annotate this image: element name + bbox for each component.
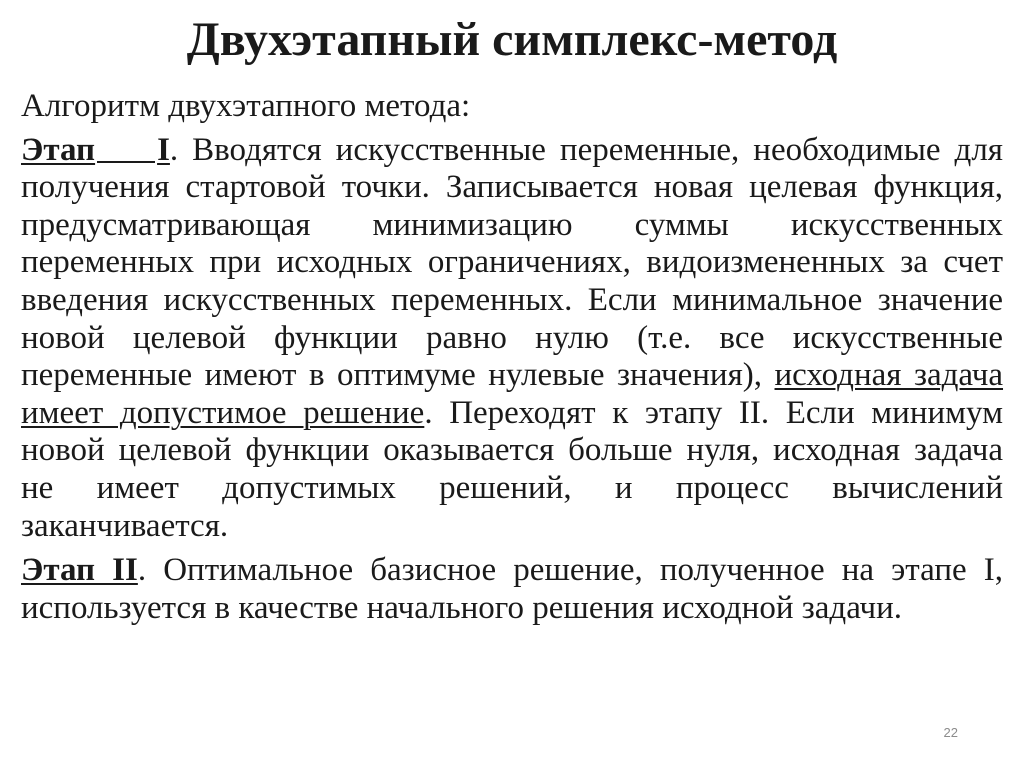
stage-1-text-part-1: . Вводятся искусственные переменные, необходимые для получения стартовой точки. Записывается новая целевая функция, предусматривающая минимизацию суммы искусственных переменных при исходных ограничениях, видоизмененных за счет введения искусственных переменных. Если минимальное значение новой целевой функции равно нулю (т.е. все искусственные переменные имеют в оптимуме нулевые значения), xyxy=(21,131,1003,394)
stage-2-label: Этап II xyxy=(21,552,138,589)
stage-1-underlined-phrase: исходная задача имеет допустимое решение xyxy=(21,357,1004,431)
stage-1-label-underline-gap xyxy=(97,160,155,163)
slide-body xyxy=(21,88,1003,627)
slide-title: Двухэтапный симплекс-метод xyxy=(186,13,838,66)
page-number: 22 xyxy=(943,725,958,740)
algorithm-intro: Алгоритм двухэтапного метода: xyxy=(21,88,471,124)
stage-1-paragraph xyxy=(21,132,1003,546)
stage-2-text: . Оптимальное базисное решение, полученное на этапе I, используется в качестве начального решения исходной задачи. xyxy=(21,552,1003,626)
stage-1-text-part-2: . Переходят к этапу II. Если минимум новой целевой функции оказывается больше нуля, исходная задача не имеет допустимых решений, и процесс вычислений заканчивается. xyxy=(21,394,1003,544)
stage-1-label-prefix: Этап xyxy=(21,131,96,168)
stage-1-label-numeral: I xyxy=(157,131,170,168)
stage-2-paragraph xyxy=(21,552,1003,627)
stage-1-label xyxy=(21,132,95,168)
